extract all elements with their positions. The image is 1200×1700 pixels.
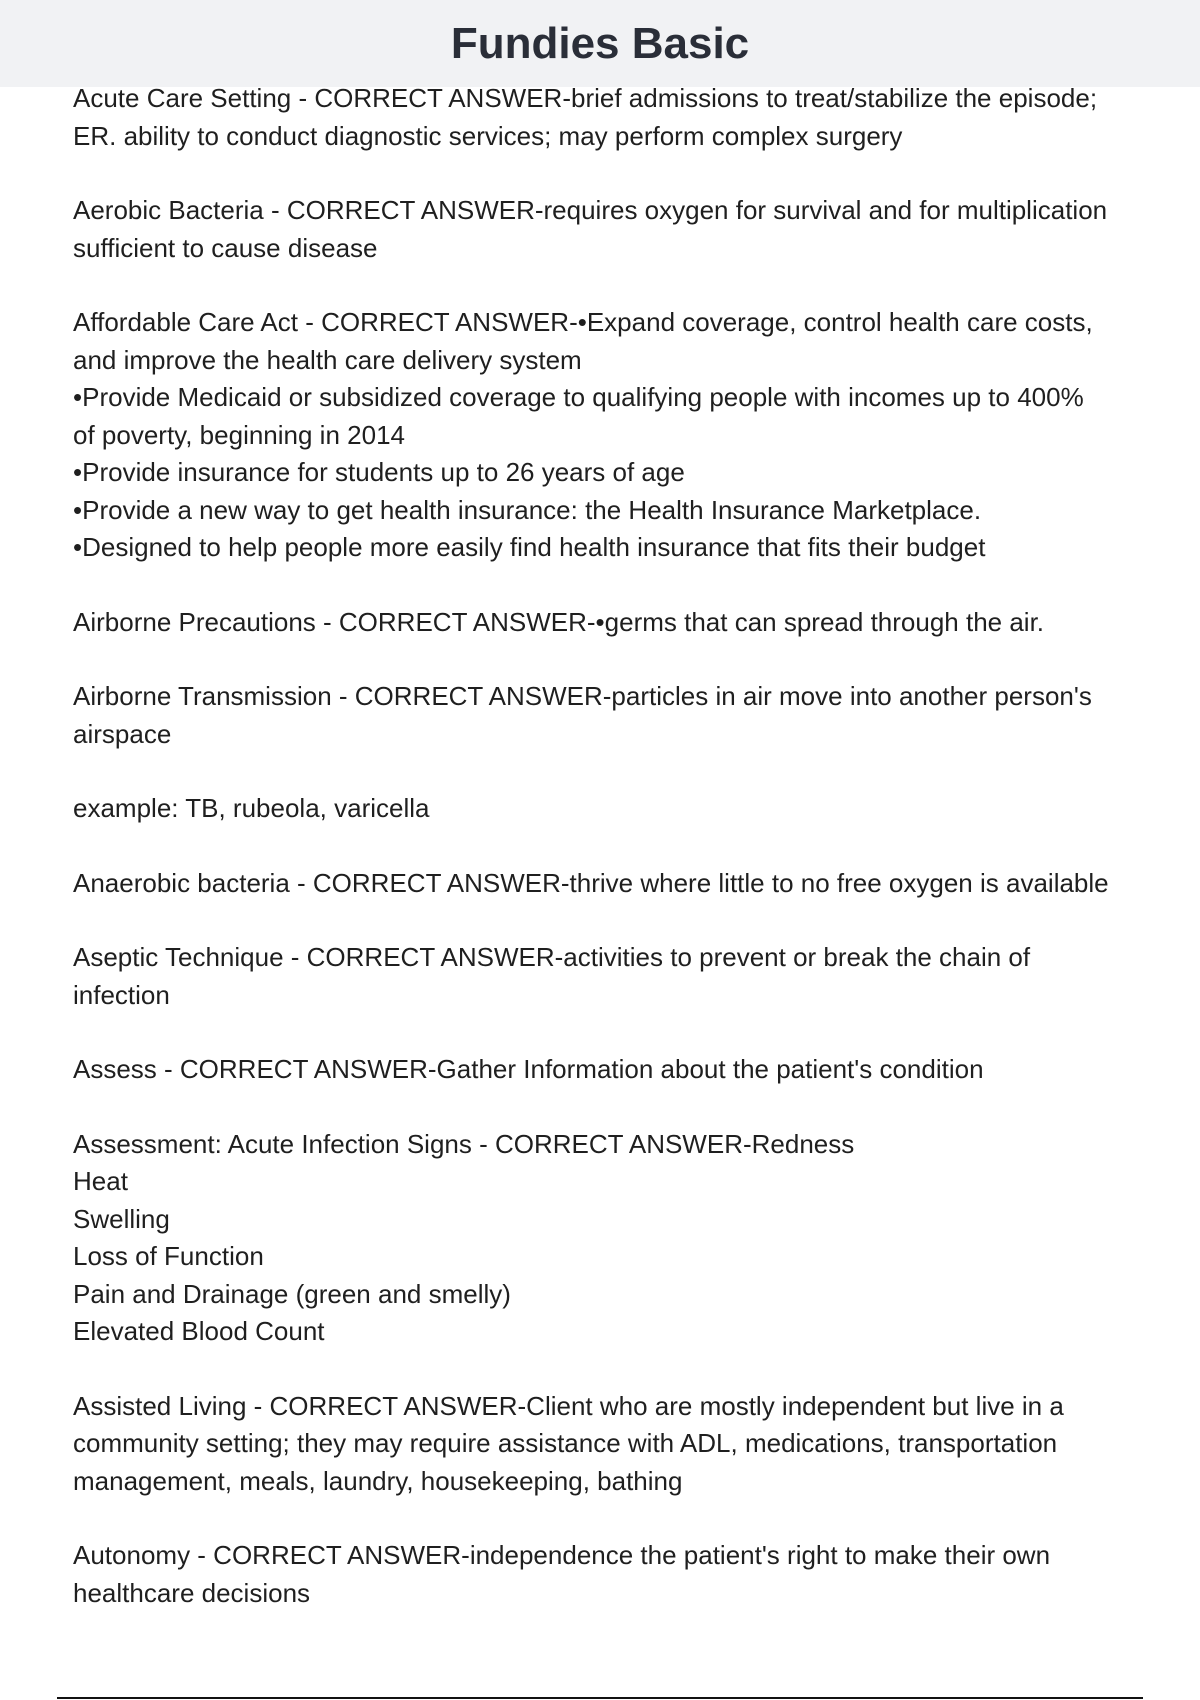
entry-acute-care-setting: Acute Care Setting - CORRECT ANSWER-brief admissions to treat/stabilize the episode; ER. ability to conduct diagnostic services; may perform complex surgery [73, 83, 1098, 151]
title-bar [0, 0, 1200, 87]
entry-autonomy: Autonomy - CORRECT ANSWER-independence the patient's right to make their own healthcare decisions [73, 1540, 1051, 1608]
entry-aerobic-bacteria: Aerobic Bacteria - CORRECT ANSWER-requires oxygen for survival and for multiplication sufficient to cause disease [73, 195, 1108, 263]
page-title: Fundies Basic [450, 19, 750, 68]
entry-airborne-precautions: Airborne Precautions - CORRECT ANSWER-•germs that can spread through the air. [73, 606, 1045, 637]
page-divider [57, 1697, 1143, 1699]
entry-assess: Assess - CORRECT ANSWER-Gather Information about the patient's condition [73, 1054, 984, 1084]
entry-airborne-example: example: TB, rubeola, varicella [73, 793, 430, 823]
entry-aseptic-technique: Aseptic Technique - CORRECT ANSWER-activities to prevent or break the chain of infection [73, 942, 1031, 1010]
entry-anaerobic-bacteria: Anaerobic bacteria - CORRECT ANSWER-thrive where little to no free oxygen is available [73, 867, 1109, 898]
entry-affordable-care-act: Affordable Care Act - CORRECT ANSWER-•Expand coverage, control health care costs, and improve the health care delivery system •Provide Medicaid or subsidized coverage to qualifying people with incomes up to 400% of poverty, beginning in 2014 •Provide insurance for students up to 26 years of age •Provide a new way to get health insurance: the Health Insurance Marketplace. •Designed to help people more easily find health insurance that fits their budget [73, 307, 1093, 562]
entry-acute-infection-signs: Assessment: Acute Infection Signs - CORRECT ANSWER-Redness Heat Swelling Loss of Function Pain and Drainage (green and smelly) Elevated Blood Count [73, 1128, 855, 1346]
flashcard-list [73, 80, 1198, 1649]
entry-assisted-living: Assisted Living - CORRECT ANSWER-Client who are mostly independent but live in a community setting; they may require assistance with ADL, medications, transportation management, meals, laundry, housekeeping, bathing [73, 1390, 1064, 1496]
entry-airborne-transmission: Airborne Transmission - CORRECT ANSWER-particles in air move into another person's airspace [73, 681, 1092, 749]
